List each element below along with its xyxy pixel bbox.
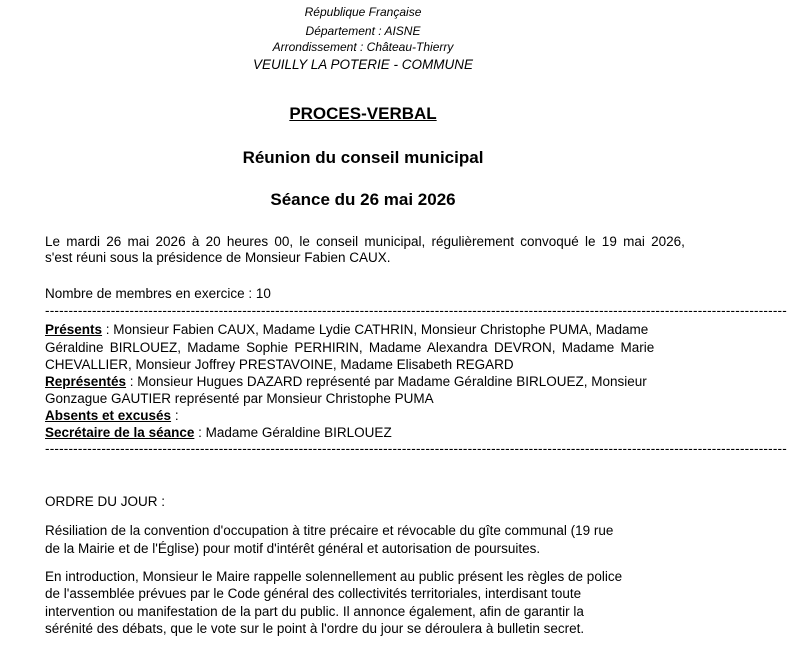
- introduction-line-4: sérénité des débats, que le vote sur le point à l'ordre du jour se déroulera à bulletin secret.: [45, 621, 585, 636]
- separator-top: --------------------------------------------------------------------------------------------------------------------------------------------------------------: [45, 303, 787, 318]
- ordre-du-jour-title: ORDRE DU JOUR :: [45, 494, 166, 509]
- secretaire-label: Secrétaire de la séance: [45, 425, 195, 440]
- header-department: Département : AISNE: [305, 24, 421, 38]
- absents-line: [45, 407, 179, 424]
- secretaire-line: [45, 424, 392, 441]
- secretaire-text: : Madame Géraldine BIRLOUEZ: [194, 425, 392, 440]
- absents-label: Absents et excusés: [45, 408, 172, 423]
- representes-line-1: [45, 373, 647, 390]
- presents-line-3: CHEVALLIER, Monsieur Joffrey PRESTAVOINE, Madame Elisabeth REGARD: [45, 357, 514, 372]
- introduction-line-3: intervention ou manifestation de la part du public. Il annonce également, afin de garantir la: [45, 604, 584, 619]
- representes-text-1: : Monsieur Hugues DAZARD représenté par Madame Géraldine BIRLOUEZ, Monsieur: [126, 374, 647, 389]
- absents-text: :: [171, 408, 179, 423]
- presents-label: Présents: [45, 322, 103, 337]
- header-arrondissement: Arrondissement : Château-Thierry: [272, 40, 454, 54]
- session-date-title: Séance du 26 mai 2026: [270, 190, 456, 209]
- meeting-subtitle: Réunion du conseil municipal: [242, 148, 484, 167]
- separator-bottom: --------------------------------------------------------------------------------------------------------------------------------------------------------------: [45, 441, 787, 456]
- introduction-line-1: En introduction, Monsieur le Maire rappelle solennellement au public présent les règles de police: [45, 569, 623, 584]
- introduction-line-2: de l'assemblée prévues par le Code général des collectivités territoriales, interdisant toute: [45, 586, 582, 601]
- members-count: Nombre de membres en exercice : 10: [45, 286, 271, 301]
- representes-line-2: Gonzague GAUTIER représenté par Monsieur Christophe PUMA: [45, 391, 434, 406]
- ordre-item-line-1: Résiliation de la convention d'occupation à titre précaire et révocable du gîte communal (19 rue: [45, 523, 614, 538]
- presents-line-1: [45, 321, 648, 338]
- representes-label: Représentés: [45, 374, 127, 389]
- header-republic: République Française: [304, 5, 422, 19]
- intro-line-2: s'est réuni sous la présidence de Monsieur Fabien CAUX.: [45, 250, 391, 265]
- presents-text-1: : Monsieur Fabien CAUX, Madame Lydie CATHRIN, Monsieur Christophe PUMA, Madame: [102, 322, 649, 337]
- document-title: PROCES-VERBAL: [289, 104, 437, 123]
- ordre-item-line-2: de la Mairie et de l'Église) pour motif d'intérêt général et autorisation de poursuites.: [45, 541, 541, 556]
- intro-line-1: Le mardi 26 mai 2026 à 20 heures 00, le conseil municipal, régulièrement convoqué le 19 mai 2026,: [45, 234, 685, 249]
- header-commune: VEUILLY LA POTERIE - COMMUNE: [252, 57, 474, 72]
- presents-line-2: Géraldine BIRLOUEZ, Madame Sophie PERHIRIN, Madame Alexandra DEVRON, Madame Marie: [45, 340, 655, 355]
